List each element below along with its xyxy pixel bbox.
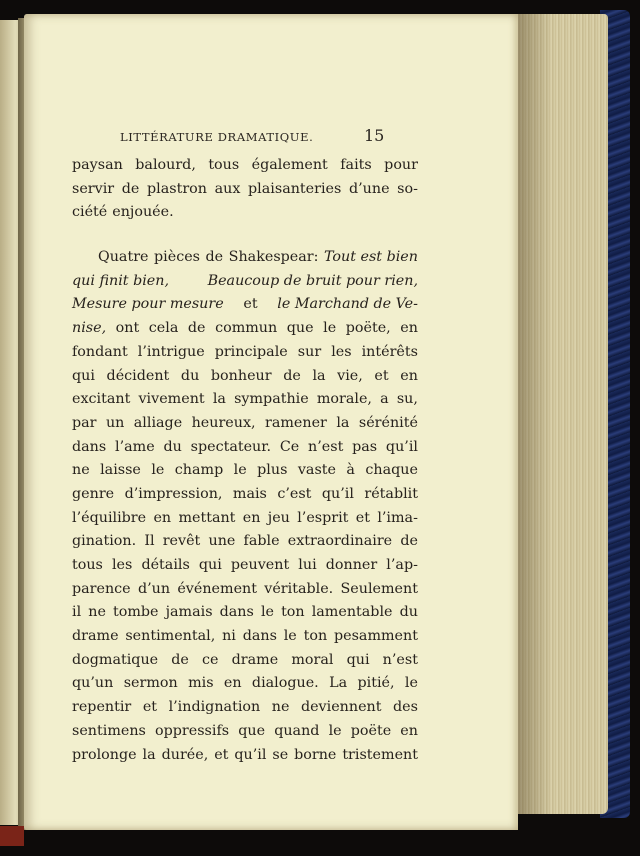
word: ramener — [265, 414, 327, 431]
word: l’ima- — [377, 509, 418, 526]
text-line — [72, 744, 418, 768]
word: le — [328, 722, 342, 739]
word: ton — [281, 604, 305, 621]
text-line — [72, 507, 418, 531]
text-line — [72, 436, 418, 460]
word: d’un — [137, 580, 171, 597]
word: n’est — [308, 438, 344, 455]
word: pitié, — [357, 675, 395, 692]
word: la — [312, 367, 326, 384]
word: ne — [271, 699, 290, 716]
text-line — [72, 530, 418, 554]
word: le — [233, 462, 247, 479]
word: ce — [202, 651, 219, 668]
word: la — [336, 414, 350, 431]
word: et — [374, 367, 389, 384]
word: le Marchand de Ve- — [277, 296, 418, 313]
word: dialogue. — [251, 675, 319, 692]
word: ciété — [72, 204, 108, 221]
word: une — [208, 533, 236, 550]
word: Ce — [279, 438, 300, 455]
word: le — [283, 628, 297, 645]
word: un — [105, 414, 125, 431]
word: détails — [141, 557, 190, 573]
word: ont — [115, 320, 140, 337]
text-line — [72, 412, 418, 436]
word: intérêts — [361, 343, 418, 360]
word: la — [142, 746, 156, 763]
text-line — [72, 720, 418, 744]
word: parence — [72, 580, 131, 597]
word: plus — [257, 462, 288, 479]
word: décident — [106, 367, 170, 384]
word: véritable. — [264, 580, 334, 597]
word: de — [283, 367, 301, 384]
word: le — [323, 320, 337, 337]
word: cela — [148, 320, 179, 337]
word: bonheur — [210, 367, 272, 384]
word: gination. — [72, 533, 137, 550]
word: qui — [198, 557, 222, 573]
text-line — [72, 246, 418, 270]
word: champ — [174, 462, 224, 479]
word: qui — [72, 367, 95, 384]
word: le — [260, 604, 274, 621]
text-line — [72, 578, 418, 602]
text-line — [72, 483, 418, 507]
word: de — [187, 320, 206, 337]
word: excitant — [72, 391, 131, 408]
word: du — [180, 367, 200, 384]
word: la — [212, 391, 226, 408]
word: mais — [232, 485, 267, 502]
bookmark-ribbon — [0, 826, 24, 846]
word: qu’il — [234, 746, 267, 763]
running-head: LITTÉRATURE DRAMATIQUE. — [120, 130, 314, 144]
word: fable — [243, 533, 280, 550]
word: fondant — [72, 343, 128, 360]
word: l’esprit — [297, 509, 349, 526]
word: a — [380, 391, 389, 408]
word: et — [142, 699, 158, 716]
word: l’intrigue — [137, 343, 205, 360]
word: du — [399, 604, 418, 621]
word: les — [111, 557, 133, 573]
word: et — [355, 509, 370, 526]
word: qu’un — [72, 675, 114, 692]
word: pas — [352, 438, 378, 455]
word: de — [121, 180, 140, 197]
text-line — [72, 154, 418, 178]
word: sentimental, — [125, 628, 216, 645]
word: commun — [215, 320, 278, 337]
word: l’ame — [115, 438, 155, 455]
word: il — [72, 604, 82, 621]
word: prolonge — [72, 746, 137, 763]
text-line — [72, 601, 418, 625]
word: Shakespear: — [228, 249, 319, 266]
word: repentir — [72, 699, 132, 716]
word: genre — [72, 485, 115, 502]
word: mis — [188, 675, 214, 692]
word: poëte — [350, 722, 392, 739]
word: vie, — [337, 367, 363, 384]
word: ne — [72, 462, 90, 479]
text-line — [72, 554, 418, 578]
word: jamais — [165, 604, 213, 621]
word: lui — [298, 557, 317, 573]
word: sermon — [123, 675, 178, 692]
word: heureux, — [191, 414, 256, 431]
word: ni — [222, 628, 236, 645]
word: en — [400, 320, 418, 337]
word: en — [153, 509, 172, 526]
word: Quatre — [98, 249, 149, 266]
word: événement — [177, 580, 257, 597]
text-line — [72, 625, 418, 649]
word: et — [214, 746, 229, 763]
word: jeu — [267, 509, 290, 526]
word: c’est — [277, 485, 312, 502]
word: quand — [274, 722, 320, 739]
word: à — [346, 462, 355, 479]
word: en — [400, 367, 418, 384]
word: spectateur. — [190, 438, 272, 455]
word: revêt — [162, 533, 201, 550]
word: dans — [242, 628, 277, 645]
text-line — [72, 459, 418, 483]
word: le — [404, 675, 418, 692]
page-number: 15 — [364, 126, 385, 145]
text-line — [72, 178, 418, 202]
word: pour — [384, 157, 418, 173]
word: sérénité — [358, 414, 418, 431]
word: lamentable — [311, 604, 393, 621]
word: également — [251, 157, 328, 173]
page-header — [24, 126, 518, 146]
word: sympathie — [234, 391, 309, 408]
text-line — [72, 293, 418, 317]
word: du — [163, 438, 182, 455]
word: vaste — [297, 462, 336, 479]
word: faits — [340, 157, 372, 173]
word: par — [72, 414, 97, 431]
word: en — [223, 675, 242, 692]
word: qu’il — [321, 485, 354, 502]
word: les — [331, 343, 352, 360]
text-line — [72, 696, 418, 720]
word: Seulement — [340, 580, 418, 597]
word: enjouée. — [112, 204, 174, 221]
word: l’indignation — [168, 699, 261, 716]
word: borne — [294, 746, 337, 763]
word: Beaucoup de bruit pour rien, — [207, 272, 418, 289]
word: de — [205, 249, 224, 266]
word: moral — [291, 651, 334, 668]
word: peuvent — [230, 557, 290, 573]
text-line — [72, 341, 418, 365]
word: l’ap- — [386, 557, 418, 573]
word: n’est — [382, 651, 418, 668]
word: extraordinaire — [287, 533, 393, 550]
word: que — [286, 320, 314, 337]
word: deviennent — [300, 699, 382, 716]
word: donner — [325, 557, 378, 573]
word: dans — [219, 604, 254, 621]
text-line — [72, 365, 418, 389]
text-line — [72, 672, 418, 696]
word: l’équilibre — [72, 509, 147, 526]
word: Mesure pour mesure — [72, 296, 224, 313]
word: laisse — [100, 462, 141, 479]
word: ne — [88, 604, 106, 621]
word: mettant — [178, 509, 236, 526]
word: le — [151, 462, 165, 479]
word: drame — [231, 651, 279, 668]
body-text — [72, 154, 418, 767]
word: morale, — [316, 391, 372, 408]
word: de — [400, 533, 418, 550]
word: ton — [303, 628, 328, 645]
word: pesamment — [333, 628, 418, 645]
word: aux — [214, 180, 241, 197]
word: alliage — [133, 414, 183, 431]
word: d’impression, — [124, 485, 223, 502]
word: so- — [397, 180, 418, 197]
word: plaisanteries — [248, 180, 342, 197]
word: durée, — [161, 746, 209, 763]
word: se — [272, 746, 289, 763]
word: poëte, — [345, 320, 391, 337]
word: de — [171, 651, 189, 668]
paragraph — [72, 154, 418, 225]
text-line — [72, 317, 418, 341]
word: sentimens — [72, 722, 146, 739]
word: plastron — [147, 180, 207, 197]
word: qu’il — [385, 438, 418, 455]
word: nise, — [72, 320, 107, 337]
word: dans — [72, 438, 107, 455]
word: Il — [144, 533, 155, 550]
text-line — [72, 388, 418, 412]
word: qui finit bien, — [72, 272, 170, 289]
word: oppressifs — [155, 722, 230, 739]
word: tous — [72, 557, 103, 573]
word: La — [329, 675, 348, 692]
word: en — [242, 509, 261, 526]
word: d’une — [348, 180, 390, 197]
word: Tout est bien — [323, 249, 418, 266]
word: dogmatique — [72, 651, 159, 668]
word: tombe — [112, 604, 159, 621]
word: rétablit — [364, 485, 418, 502]
word: chaque — [365, 462, 418, 479]
text-line — [72, 649, 418, 673]
word: et — [243, 296, 258, 313]
word: servir — [72, 180, 115, 197]
word: drame — [72, 628, 119, 645]
word: paysan — [72, 157, 123, 173]
word: su, — [396, 391, 418, 408]
word: tristement — [342, 746, 418, 763]
word: sur — [297, 343, 322, 360]
word: principale — [214, 343, 288, 360]
word: que — [238, 722, 266, 739]
text-line — [72, 270, 418, 294]
word: balourd, — [135, 157, 196, 173]
word: tous — [208, 157, 240, 173]
word: qui — [346, 651, 370, 668]
book-page — [24, 14, 518, 830]
paragraph — [72, 246, 418, 767]
text-line — [72, 201, 418, 225]
word: pièces — [154, 249, 201, 266]
word: des — [393, 699, 418, 716]
word: vivement — [138, 391, 205, 408]
word: en — [400, 722, 418, 739]
